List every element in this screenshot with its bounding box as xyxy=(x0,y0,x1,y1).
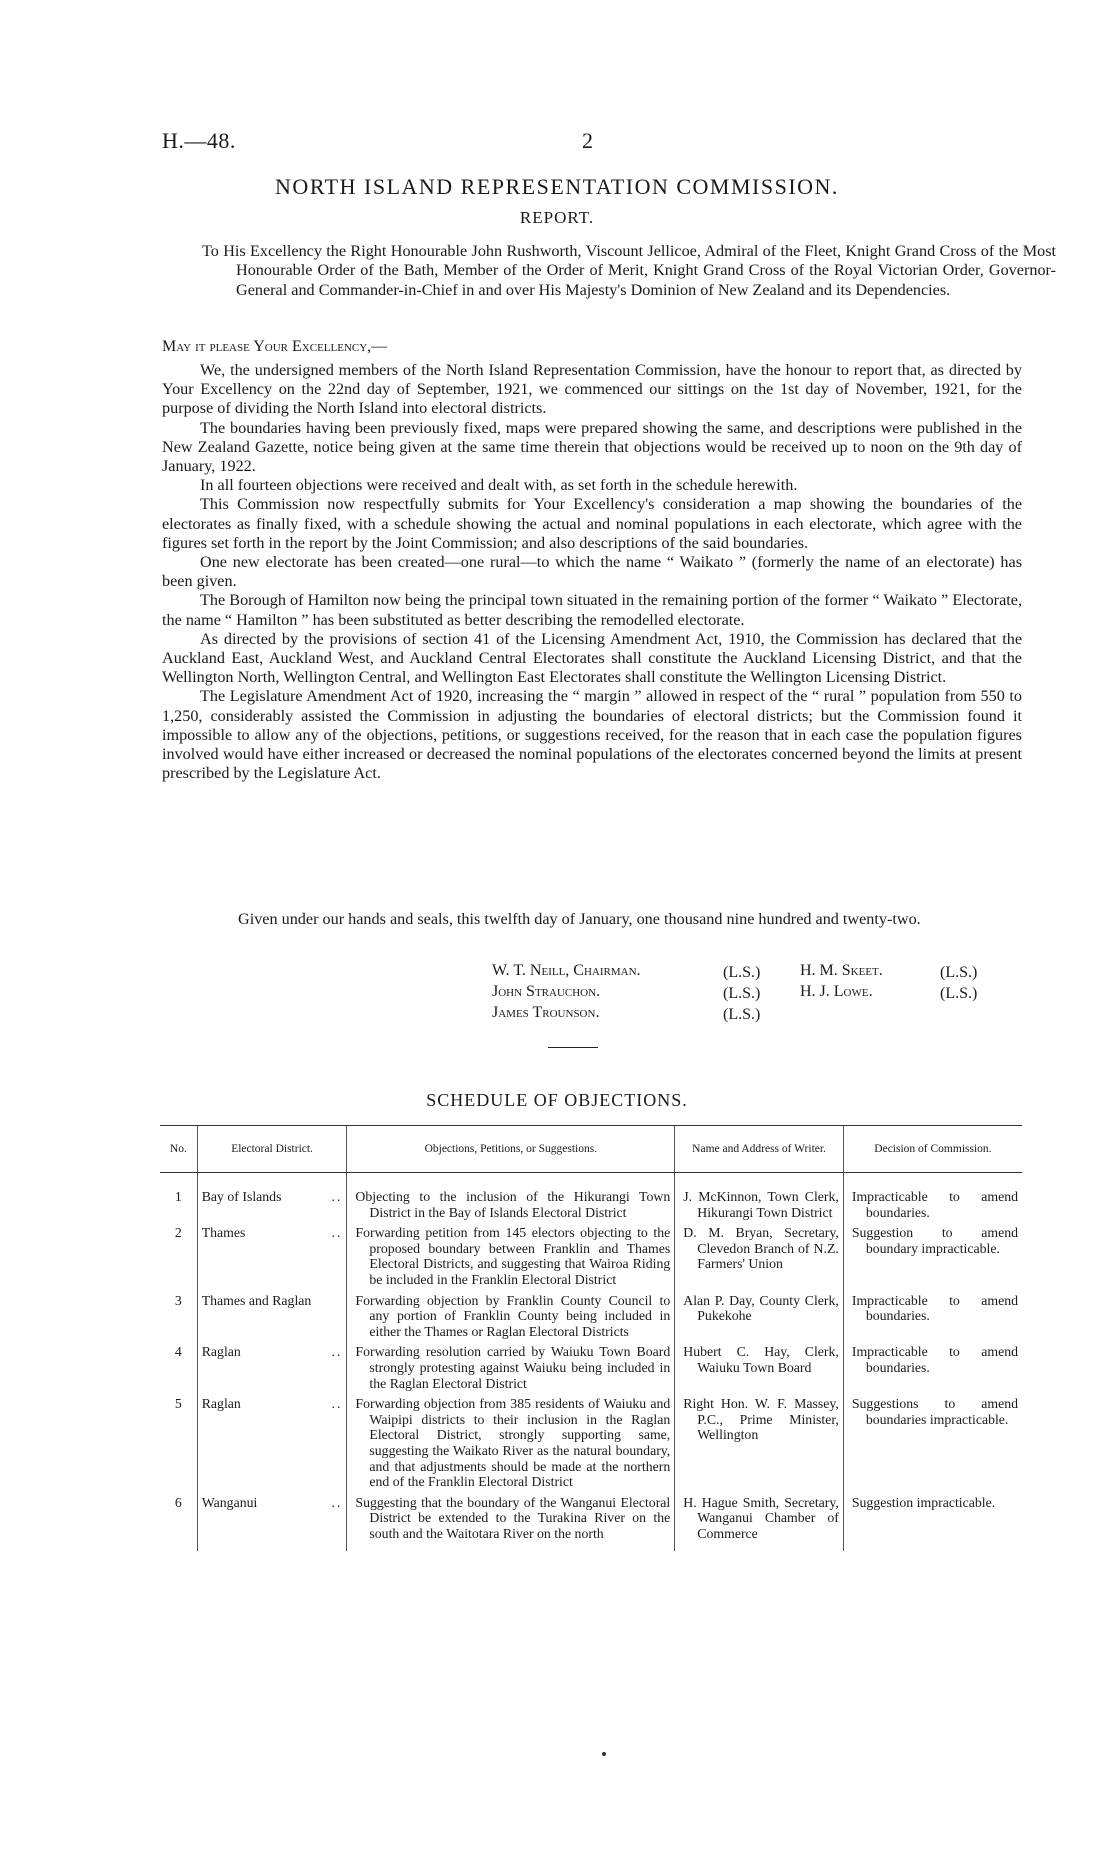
signatory-seals-left xyxy=(723,962,760,1025)
row-number: 4 xyxy=(174,1344,182,1360)
body-paragraph: The boundaries having been previously fixed, maps were prepared showing the same, and descriptions were published in the New Zealand Gazette, notice being given at the same time therein that objections would be received up to noon on the 9th day of January, 1922. xyxy=(162,418,1022,476)
row-number: 1 xyxy=(174,1189,182,1204)
salutation: May it please Your Excellency,— xyxy=(162,338,388,355)
column-header-no: No. xyxy=(160,1126,197,1173)
decision-cell: Impracticable to amend boundaries. xyxy=(843,1291,1022,1343)
schedule-table xyxy=(160,1125,1022,1551)
district-name: Wanganui xyxy=(201,1494,258,1510)
column-header-decision: Decision of Commission. xyxy=(843,1126,1022,1173)
table-row xyxy=(160,1493,1022,1552)
district-name: Thames xyxy=(201,1225,246,1241)
decision-cell: Impracticable to amend boundaries. xyxy=(843,1173,1022,1224)
district-cell xyxy=(197,1223,347,1290)
objection-cell: Objecting to the inclusion of the Hikurangi Town District in the Bay of Islands Electoral District xyxy=(347,1173,675,1224)
district-cell xyxy=(197,1493,347,1552)
district-name: Raglan xyxy=(201,1396,241,1412)
address-paragraph: To His Excellency the Right Honourable John Rushworth, Viscount Jellicoe, Admiral of the Fleet, Knight Grand Cross of the Most Honourable Order of the Bath, Member of the Order of Merit, Knight Grand Cross of the Royal Victorian Order, Governor-General and Commander-in-Chief in and over His Majesty's Dominion of New Zealand and its Dependencies. xyxy=(202,242,1056,299)
district-cell xyxy=(197,1291,347,1343)
leader-dots: .. xyxy=(331,1494,343,1510)
report-subtitle: REPORT. xyxy=(519,208,595,227)
writer-cell: J. McKinnon, Town Clerk, Hikurangi Town District xyxy=(675,1173,844,1224)
district-name: Raglan xyxy=(201,1344,241,1360)
table-row xyxy=(160,1291,1022,1343)
leader-dots: .. xyxy=(331,1225,343,1241)
body-paragraph: One new electorate has been created—one rural—to which the name “ Waikato ” (formerly the name of an electorate) has been given. xyxy=(162,553,1022,591)
signatory-name: James Trounson. xyxy=(492,1004,600,1021)
seal-mark: (L.S.) xyxy=(940,964,978,981)
district-cell xyxy=(197,1394,347,1493)
schedule-header-row xyxy=(160,1126,1022,1173)
writer-cell: H. Hague Smith, Secretary, Wanganui Chamber of Commerce xyxy=(675,1493,844,1552)
objection-cell: Forwarding objection by Franklin County Council to any portion of Franklin County being included in either the Thames or Raglan Electoral Districts xyxy=(347,1291,675,1343)
signatory-names-left xyxy=(492,960,641,1023)
leader-dots: .. xyxy=(331,1396,343,1412)
signatory-seals-right xyxy=(940,962,977,1004)
writer-cell: Hubert C. Hay, Clerk, Waiuku Town Board xyxy=(675,1342,844,1394)
seal-mark: (L.S.) xyxy=(723,964,761,981)
decision-cell: Suggestions to amend boundaries impracticable. xyxy=(843,1394,1022,1493)
signatory-name: W. T. Neill, Chairman. xyxy=(492,962,641,979)
report-body xyxy=(162,361,1022,783)
objection-cell: Forwarding objection from 385 residents of Waiuku and Waipipi districts to their inclusion in the Raglan Electoral District, strongly supporting same, suggesting the Waikato River as the natural boundary, and that adjustments should be made at the northern end of the Franklin Electoral District xyxy=(347,1394,675,1493)
district-name: Thames and Raglan xyxy=(201,1292,312,1308)
seal-mark: (L.S.) xyxy=(940,985,978,1002)
column-header-writer: Name and Address of Writer. xyxy=(675,1126,844,1173)
report-title: NORTH ISLAND REPRESENTATION COMMISSION. xyxy=(275,174,839,199)
district-name: Bay of Islands xyxy=(201,1189,282,1204)
signatory-name: H. M. Skeet. xyxy=(800,962,883,979)
leader-dots: .. xyxy=(331,1189,343,1204)
body-paragraph: This Commission now respectfully submits for Your Excellency's consideration a map showing the boundaries of the electorates as finally fixed, with a schedule showing the actual and nominal populations in each electorate, which agree with the figures set forth in the report by the Joint Commission; and also descriptions of the said boundaries. xyxy=(162,495,1022,552)
body-paragraph: In all fourteen objections were received and dealt with, as set forth in the schedule herewith. xyxy=(200,476,798,495)
body-paragraph: We, the undersigned members of the North Island Representation Commission, have the honour to report that, as directed by Your Excellency on the 22nd day of September, 1921, we commenced our sittings on the 1st day of November, 1921, for the purpose of dividing the North Island into electoral districts. xyxy=(162,361,1022,418)
schedule-title: SCHEDULE OF OBJECTIONS. xyxy=(426,1090,688,1110)
signatory-name: H. J. Lowe. xyxy=(800,983,873,1000)
page-number: 2 xyxy=(582,128,593,153)
column-header-objection: Objections, Petitions, or Suggestions. xyxy=(347,1126,675,1173)
signatory-names-right xyxy=(800,960,883,1002)
writer-cell: Right Hon. W. F. Massey, P.C., Prime Minister, Wellington xyxy=(675,1394,844,1493)
decision-cell: Impracticable to amend boundaries. xyxy=(843,1342,1022,1394)
objection-cell: Forwarding petition from 145 electors objecting to the proposed boundary between Franklin and Thames Electoral Districts, and suggesting that Wairoa Riding be included in the Franklin Electoral District xyxy=(347,1223,675,1290)
decision-cell: Suggestion impracticable. xyxy=(843,1493,1022,1552)
table-row xyxy=(160,1394,1022,1493)
row-number: 2 xyxy=(174,1225,182,1241)
decision-cell: Suggestion to amend boundary impracticable. xyxy=(843,1223,1022,1290)
table-row xyxy=(160,1223,1022,1290)
seal-mark: (L.S.) xyxy=(723,985,761,1002)
leader-dots: .. xyxy=(331,1344,343,1360)
given-under-hands: Given under our hands and seals, this twelfth day of January, one thousand nine hundred and twenty-two. xyxy=(238,910,921,928)
objection-cell: Forwarding resolution carried by Waiuku Town Board strongly protesting against Waiuku being included in the Raglan Electoral District xyxy=(347,1342,675,1394)
table-row xyxy=(160,1173,1022,1224)
district-cell xyxy=(197,1342,347,1394)
objection-cell: Suggesting that the boundary of the Wanganui Electoral District be extended to the Turakina River on the south and the Waitotara River on the north xyxy=(347,1493,675,1552)
section-divider xyxy=(548,1047,598,1048)
body-paragraph: As directed by the provisions of section 41 of the Licensing Amendment Act, 1910, the Commission has declared that the Auckland East, Auckland West, and Auckland Central Electorates shall constitute the Auckland Licensing District, and that the Wellington North, Wellington Central, and Wellington East Electorates shall constitute the Wellington Licensing District. xyxy=(162,629,1022,687)
row-number: 6 xyxy=(174,1494,182,1510)
seal-mark: (L.S.) xyxy=(723,1006,761,1023)
body-paragraph: The Borough of Hamilton now being the principal town situated in the remaining portion of the former “ Waikato ” Electorate, the name “ Hamilton ” has been substituted as better describing the remodelled electorate. xyxy=(162,591,1022,629)
writer-cell: D. M. Bryan, Secretary, Clevedon Branch of N.Z. Farmers' Union xyxy=(675,1223,844,1290)
row-number: 3 xyxy=(174,1292,182,1308)
table-row xyxy=(160,1342,1022,1394)
column-header-district: Electoral District. xyxy=(197,1126,347,1173)
row-number: 5 xyxy=(174,1396,182,1412)
writer-cell: Alan P. Day, County Clerk, Pukekohe xyxy=(675,1291,844,1343)
signatory-name: John Strauchon. xyxy=(492,983,601,1000)
page-footer-dot xyxy=(602,1752,606,1756)
body-paragraph: The Legislature Amendment Act of 1920, increasing the “ margin ” allowed in respect of the “ rural ” population from 550 to 1,250, considerably assisted the Commission in adjusting the boundaries of electoral districts; but the Commission found it impossible to allow any of the objections, petitions, or suggestions received, for the reason that in each case the population figures involved would have either increased or decreased the nominal populations of the electorates concerned beyond the limits at present prescribed by the Legislature Act. xyxy=(162,687,1022,783)
district-cell xyxy=(197,1173,347,1224)
document-reference: H.—48. xyxy=(162,128,236,153)
